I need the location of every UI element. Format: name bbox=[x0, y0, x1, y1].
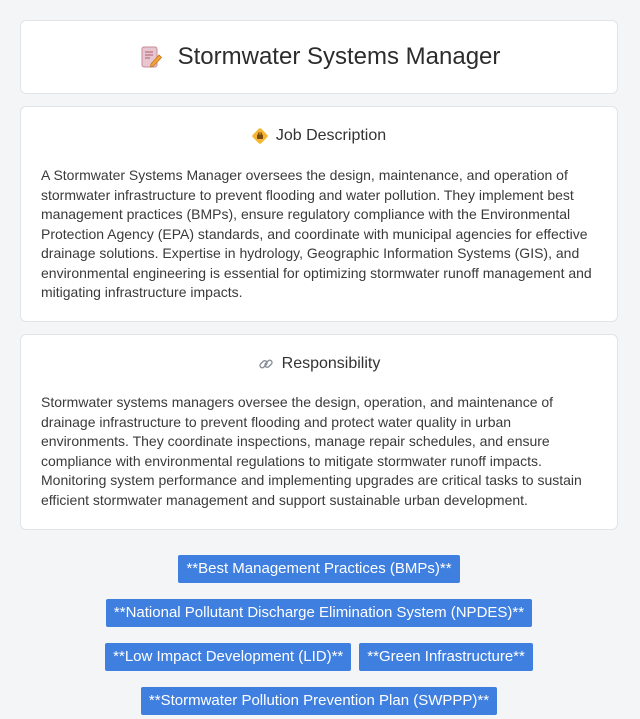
job-description-text: A Stormwater Systems Manager oversees the design, maintenance, and operation of stormwater infrastructure to prevent flooding and water pollution. They implement best management practices (BMPs), ensure regulatory compliance with the Environmental Protection Agency (EPA) standards, and coordinate with municipal agencies for effective drainage solutions. Expertise in hydrology, Geographic Information Systems (GIS), and environmental engineering is essential for optimizing stormwater runoff management and mitigating infrastructure impacts. bbox=[41, 167, 592, 300]
tag-npdes[interactable]: **National Pollutant Discharge Elimination System (NPDES)** bbox=[106, 599, 532, 627]
job-description-card bbox=[20, 106, 618, 322]
responsibility-header bbox=[21, 355, 617, 373]
tag-swppp[interactable]: **Stormwater Pollution Prevention Plan (SWPPP)** bbox=[141, 687, 497, 715]
keyword-tags bbox=[20, 555, 618, 715]
responsibility-card bbox=[20, 334, 618, 530]
job-description-header bbox=[21, 127, 617, 145]
responsibility-heading: Responsibility bbox=[281, 355, 381, 372]
title-card bbox=[20, 20, 618, 94]
responsibility-text: Stormwater systems managers oversee the design, operation, and maintenance of drainage infrastructure to prevent flooding and protect water quality in urban environments. They coordinate inspections, manage repair schedules, and ensure compliance with environmental regulations to mitigate stormwater runoff impacts. Monitoring system performance and implementing upgrades are critical tasks to sustain efficient stormwater management and support sustainable urban development. bbox=[41, 394, 582, 508]
job-description-heading: Job Description bbox=[275, 127, 387, 144]
link-icon bbox=[258, 356, 274, 372]
tag-bmps[interactable]: **Best Management Practices (BMPs)** bbox=[178, 555, 459, 583]
tag-green-infrastructure[interactable]: **Green Infrastructure** bbox=[359, 643, 533, 671]
tag-lid[interactable]: **Low Impact Development (LID)** bbox=[105, 643, 351, 671]
briefcase-icon bbox=[252, 128, 268, 144]
page-title: Stormwater Systems Manager bbox=[177, 43, 501, 70]
document-edit-icon bbox=[138, 44, 164, 70]
